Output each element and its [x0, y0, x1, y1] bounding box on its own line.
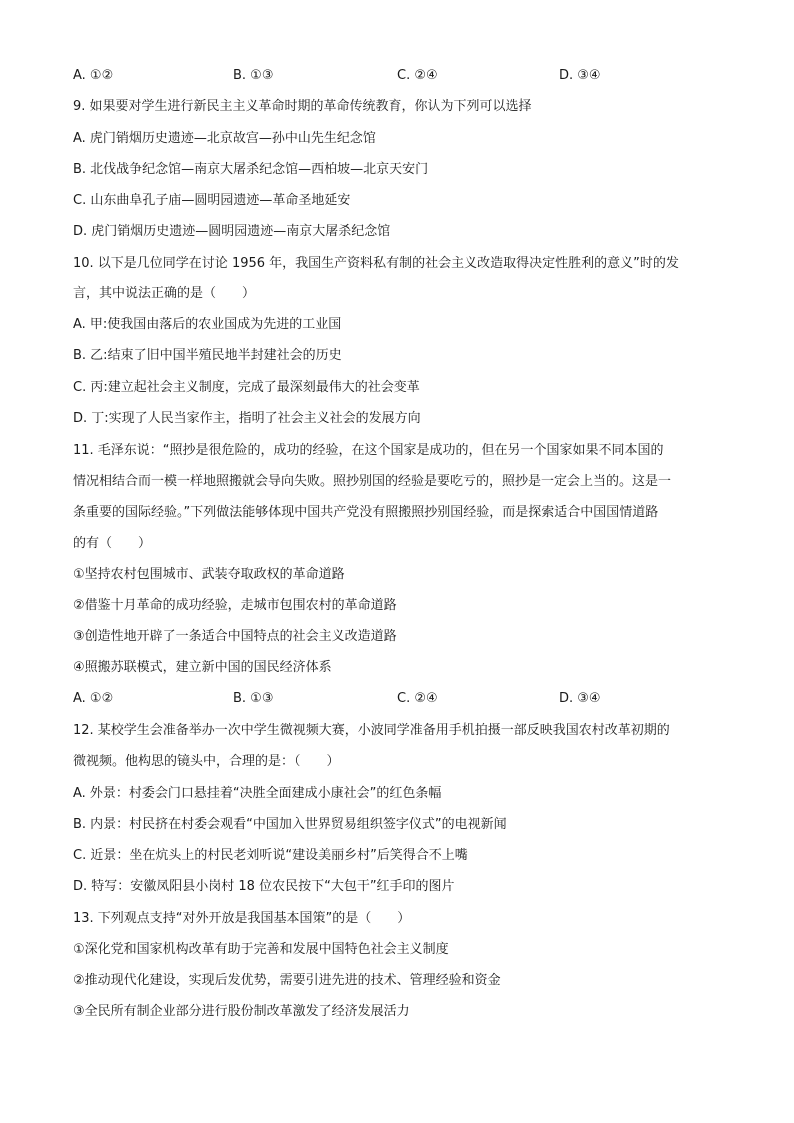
- q10-stem-line-2: 言，其中说法正确的是（ ）: [73, 286, 256, 301]
- q11-stem-line-4: 的有（ ）: [73, 536, 152, 551]
- q10-option-d: D. 丁:实现了人民当家作主，指明了社会主义社会的发展方向: [73, 411, 421, 426]
- q9-stem: 9. 如果要对学生进行新民主主义革命时期的革命传统教育，你认为下列可以选择: [73, 99, 532, 114]
- q11-stem-line-3: 条重要的国际经验。”下列做法能够体现中国共产党没有照搬照抄别国经验，而是探索适合中国国情道路: [73, 505, 659, 520]
- q10-stem-line-1: 10. 以下是几位同学在讨论 1956 年，我国生产资料私有制的社会主义改造取得决定性胜利的意义”时的发: [73, 256, 679, 271]
- q8-option-c: C. ②④: [397, 68, 438, 83]
- q13-item-3: ③全民所有制企业部分进行股份制改革激发了经济发展活力: [73, 1004, 410, 1019]
- q10-option-a: A. 甲:使我国由落后的农业国成为先进的工业国: [73, 317, 342, 332]
- q12-stem-line-1: 12. 某校学生会准备举办一次中学生微视频大赛，小波同学准备用手机拍摄一部反映我国农村改革初期的: [73, 723, 670, 738]
- q13-item-1: ①深化党和国家机构改革有助于完善和发展中国特色社会主义制度: [73, 942, 449, 957]
- q12-stem-line-2: 微视频。他构思的镜头中，合理的是：（ ）: [73, 754, 340, 769]
- q11-option-c: C. ②④: [397, 691, 438, 706]
- q11-item-4: ④照搬苏联模式，建立新中国的国民经济体系: [73, 660, 332, 675]
- q11-stem-line-1: 11. 毛泽东说：“照抄是很危险的，成功的经验，在这个国家是成功的，但在另一个国家如果不同本国的: [73, 443, 664, 458]
- q13-stem: 13. 下列观点支持“对外开放是我国基本国策”的是（ ）: [73, 911, 411, 926]
- q8-option-b: B. ①③: [233, 68, 274, 83]
- q8-option-a: A. ①②: [73, 68, 114, 83]
- q9-option-c: C. 山东曲阜孔子庙—圆明园遗迹—革命圣地延安: [73, 193, 351, 208]
- q12-option-c: C. 近景：坐在炕头上的村民老刘听说“建设美丽乡村”后笑得合不上嘴: [73, 848, 468, 863]
- q11-option-a: A. ①②: [73, 691, 114, 706]
- q10-option-c: C. 丙:建立起社会主义制度，完成了最深刻最伟大的社会变革: [73, 380, 420, 395]
- q11-item-2: ②借鉴十月革命的成功经验，走城市包围农村的革命道路: [73, 598, 397, 613]
- q9-option-a: A. 虎门销烟历史遗迹—北京故宫—孙中山先生纪念馆: [73, 131, 376, 146]
- q10-option-b: B. 乙:结束了旧中国半殖民地半封建社会的历史: [73, 348, 342, 363]
- q8-option-d: D. ③④: [559, 68, 601, 83]
- q9-option-d: D. 虎门销烟历史遗迹—圆明园遗迹—南京大屠杀纪念馆: [73, 224, 391, 239]
- q11-stem-line-2: 情况相结合而一模一样地照搬就会导向失败。照抄别国的经验是要吃亏的，照抄是一定会上当的。这是一: [73, 474, 672, 489]
- q12-option-a: A. 外景：村委会门口悬挂着“决胜全面建成小康社会”的红色条幅: [73, 786, 442, 801]
- q12-option-b: B. 内景：村民挤在村委会观看“中国加入世界贸易组织签字仪式”的电视新闻: [73, 817, 507, 832]
- q12-option-d: D. 特写：安徽凤阳县小岗村 18 位农民按下“大包干”红手印的图片: [73, 879, 455, 894]
- q11-item-1: ①坚持农村包围城市、武装夺取政权的革命道路: [73, 567, 345, 582]
- q11-item-3: ③创造性地开辟了一条适合中国特点的社会主义改造道路: [73, 629, 397, 644]
- q9-option-b: B. 北伐战争纪念馆—南京大屠杀纪念馆—西柏坡—北京天安门: [73, 162, 429, 177]
- q11-option-d: D. ③④: [559, 691, 601, 706]
- q11-option-b: B. ①③: [233, 691, 274, 706]
- q13-item-2: ②推动现代化建设，实现后发优势，需要引进先进的技术、管理经验和资金: [73, 973, 501, 988]
